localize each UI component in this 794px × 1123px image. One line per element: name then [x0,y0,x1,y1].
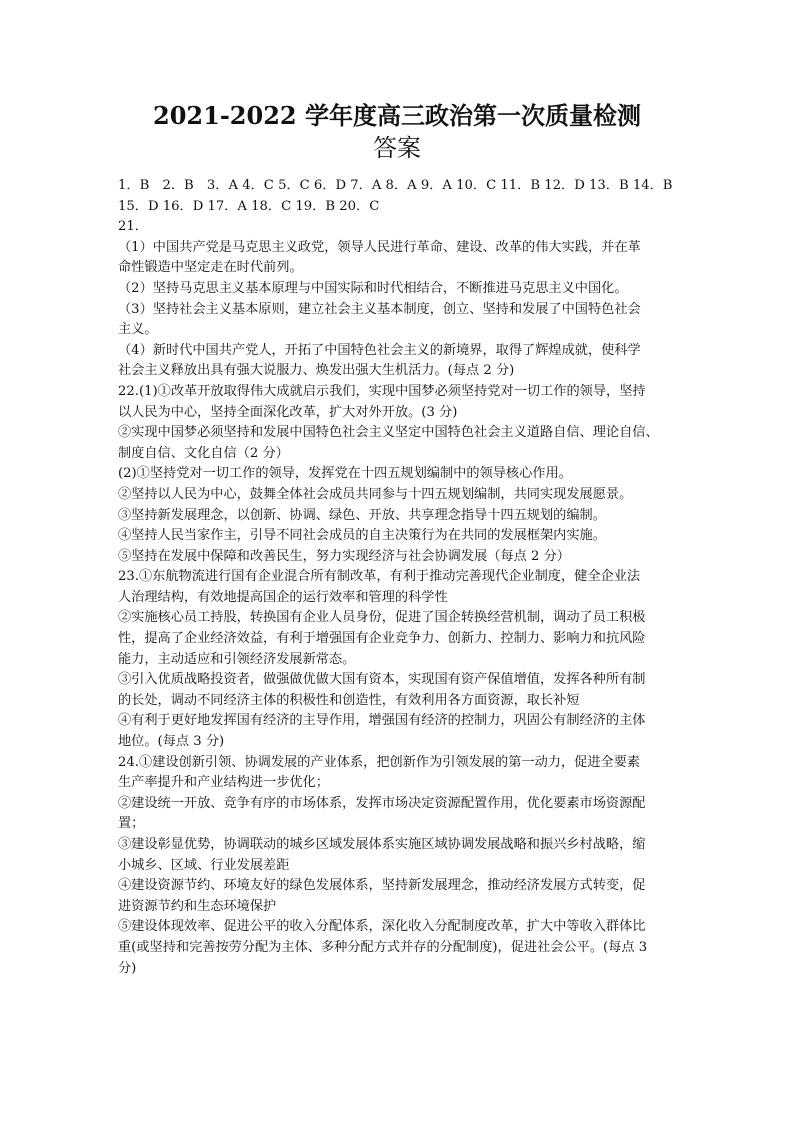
answer-line: 1．B 2．B 3．A 4．C 5．C 6．D 7．A 8．A 9．A 10．C 11．B 12．D 13．B 14．B [118,178,673,193]
answer-line: 制度自信、文化自信（2 分） [118,445,289,461]
answer-line: 21． [118,219,148,235]
answer-body [118,176,686,979]
answer-line: 置； [118,816,145,832]
answer-line: 人治理结构，有效地提高国企的运行效率和管理的科学性 [118,589,448,605]
answer-line: 15．D 16．D 17．A 18．C 19．B 20．C [118,198,380,214]
answer-line: ④建设资源节约、环境友好的绿色发展体系，坚持新发展理念，推动经济发展方式转变，促 [118,878,646,894]
answer-line: 24.①建设创新引领、协调发展的产业体系，把创新作为引领发展的第一动力，促进全要素 [118,754,641,770]
answer-line: ②实现中国梦必须坚持和发展中国特色社会主义坚定中国特色社会主义道路自信、理论自信、 [118,425,659,441]
answer-line: ⑤建设体现效率、促进公平的收入分配体系，深化收入分配制度改革，扩大中等收入群体比 [118,919,646,935]
answer-line: 分) [118,960,137,976]
answer-line: 以人民为中心，坚持全面深化改革，扩大对外开放。(3 分) [118,404,458,420]
answer-line: ③建设彰显优势，协调联动的城乡区域发展体系实施区域协调发展战略和振兴乡村战略，缩 [118,837,646,852]
answer-line: （2）坚持马克思主义基本原理与中国实际和时代相结合，不断推进马克思主义中国化。 [118,280,628,296]
answer-line: 社会主义释放出具有强大说服力、焕发出强大生机活力。(每点 2 分) [118,363,515,379]
answer-line: ④坚持人民当家作主，引导不同社会成员的自主决策行为在共同的发展框架内实施。 [118,528,606,544]
answer-line: ②实施核心员工持股，转换国有企业人员身份，促进了国企转换经营机制，调动了员工积极 [118,610,646,626]
answer-line: （3）坚持社会主义基本原则，建立社会主义基本制度，创立、坚持和发展了中国特色社会 [118,301,641,317]
answer-line: （1）中国共产党是马克思主义政党，领导人民进行革命、建设、改革的伟大实践，并在革 [118,239,641,255]
document-subtitle: 答案 [373,134,421,162]
answer-line: ②坚持以人民为中心，鼓舞全体社会成员共同参与十四五规划编制，共同实现发展愿景。 [118,486,633,502]
answer-line: 命性锻造中坚定走在时代前列。 [118,260,303,276]
answer-line: (2)①坚持党对一切工作的领导，发挥党在十四五规划编制中的领导核心作用。 [118,466,572,482]
answer-line: ③坚持新发展理念，以创新、协调、绿色、开放、共享理念指导十四五规划的编制。 [118,507,606,523]
answer-line: （4）新时代中国共产党人，开拓了中国特色社会主义的新境界，取得了辉煌成就，使科学 [118,342,641,358]
answer-line: 地位。(每点 3 分) [118,734,225,750]
answer-line: 进资源节约和生态环境保护 [118,898,277,914]
answer-line: 生产率提升和产业结构进一步优化； [118,775,329,791]
answer-line: 主义。 [118,322,158,338]
answer-line: ③引入优质战略投资者，做强做优做大国有资本，实现国有资产保值增值，发挥各种所有制 [118,672,646,688]
answer-line: ②建设统一开放、竞争有序的市场体系，发挥市场决定资源配置作用，优化要素市场资源配 [118,795,646,811]
answer-line: 23.①东航物流进行国有企业混合所有制改革，有利于推动完善现代企业制度，健全企业法 [118,569,641,585]
answer-line: ④有利于更好地发挥国有经济的主导作用，增强国有经济的控制力，巩固公有制经济的主体 [118,713,646,729]
document-title: 2021-2022 学年度高三政治第一次质量检测 [153,101,641,130]
answer-line: 的长处，调动不同经济主体的积极性和创造性，有效利用各方面资源，取长补短 [118,692,580,708]
answer-line: ⑤坚持在发展中保障和改善民生，努力实现经济与社会协调发展（每点 2 分） [118,548,570,564]
answer-line: 小城乡、区域、行业发展差距 [118,857,290,873]
answer-line: 性，提高了企业经济效益，有利于增强国有企业竞争力、创新力、控制力、影响力和抗风险 [118,631,646,647]
answer-line: 22.(1)①改革开放取得伟大成就启示我们，实现中国梦必须坚持党对一切工作的领导，坚持 [118,383,646,399]
answer-line: 能力，主动适应和引领经济发展新常态。 [118,651,356,667]
answer-line: 重(或坚持和完善按劳分配为主体、多种分配方式并存的分配制度)，促进社会公平。(每点 3 [118,939,648,955]
